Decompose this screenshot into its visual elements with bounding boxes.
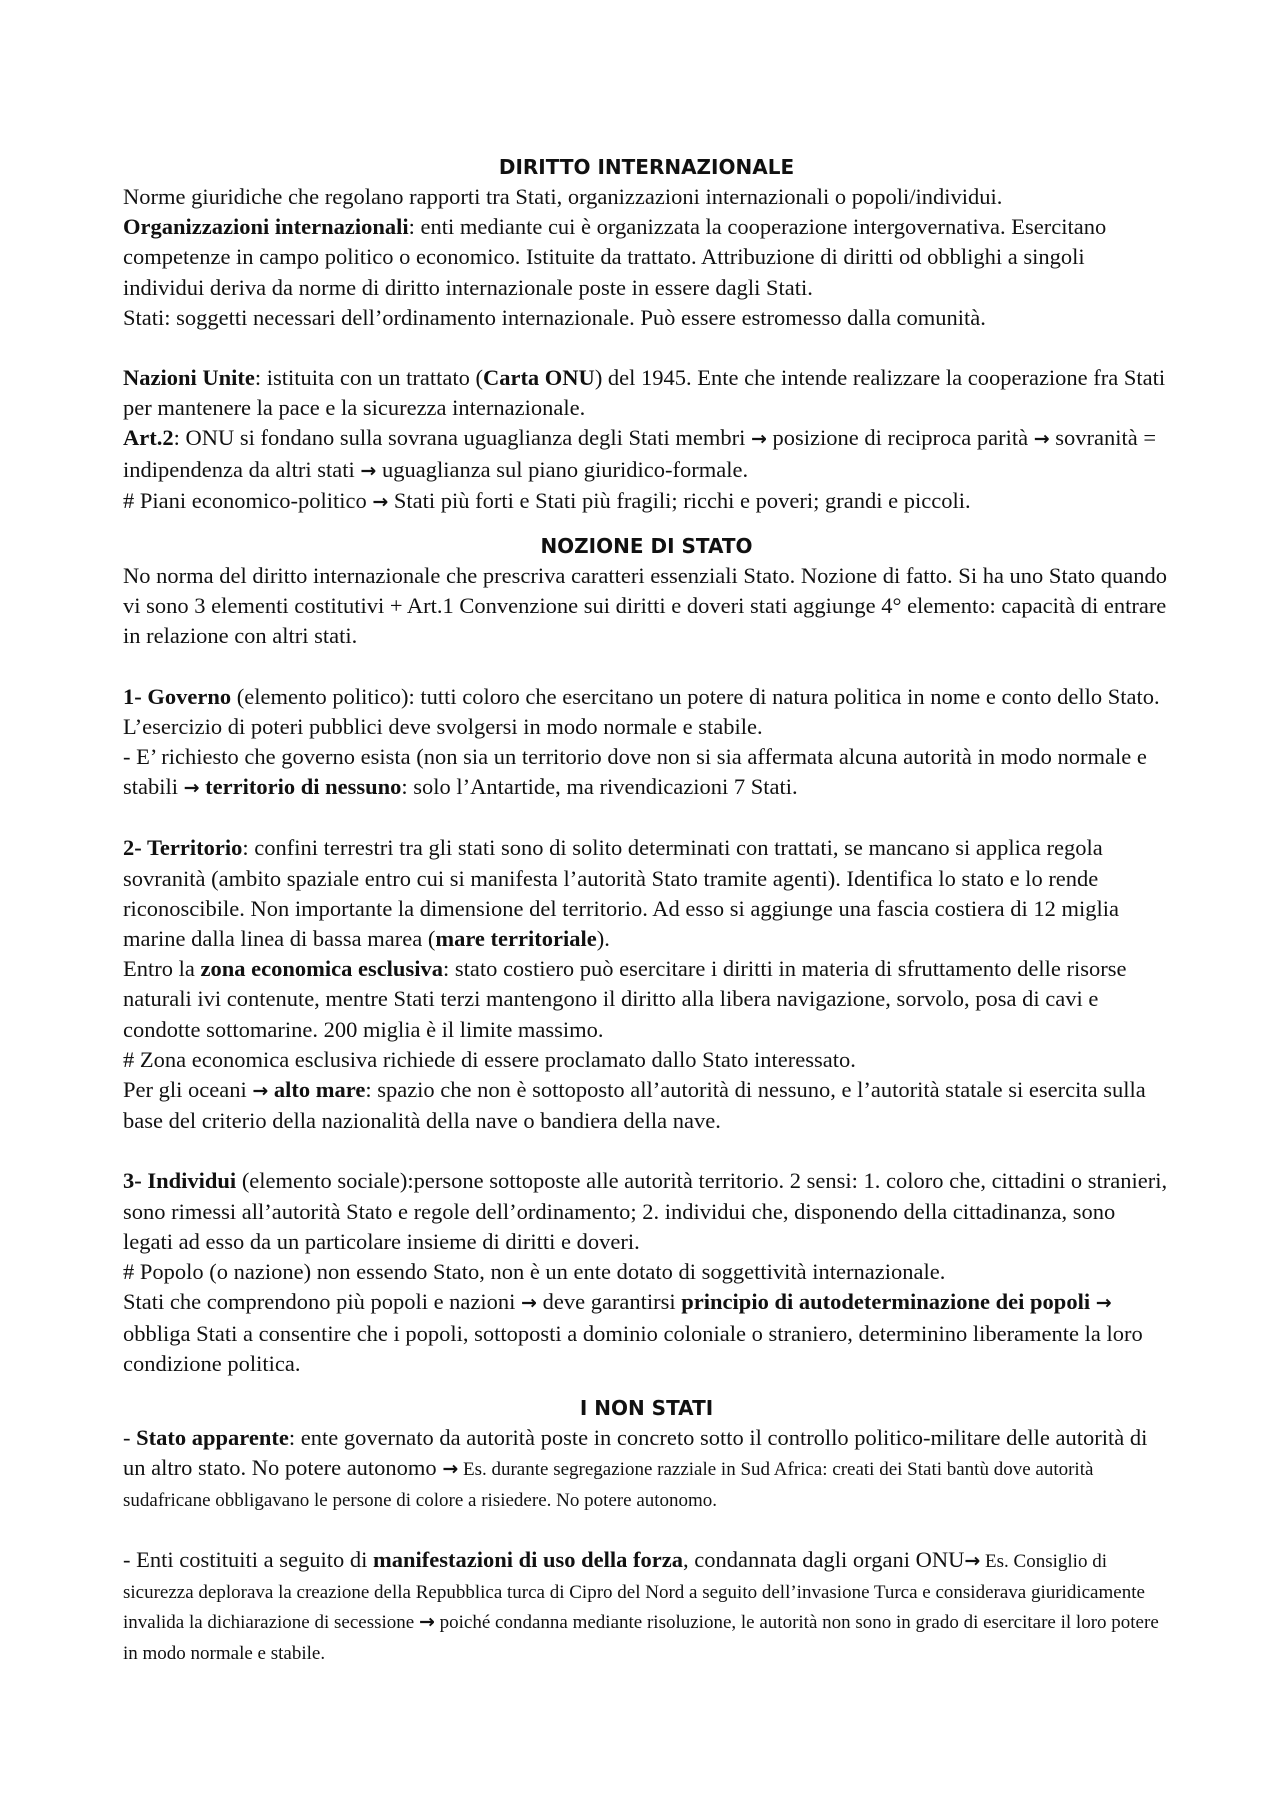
paragraph-nozione: No norma del diritto internazionale che prescriva caratteri essenziali Stato. Nozione di fatto. Si ha uno Stato quando vi sono 3 elementi costitutivi + Art.1 Convenzione sui diritti e doveri stati aggiunge 4° elemento: capacità di entrare in relazione con altri stati.: [123, 563, 1168, 649]
arrow-icon: →: [360, 459, 377, 482]
paragraph-piani: # Piani economico-politico → Stati più forti e Stati più fragili; ricchi e poveri; grandi e piccoli.: [123, 487, 971, 513]
paragraph-stato-apparente: - Stato apparente: ente governato da autorità poste in concreto sotto il controllo politico-militare delle autorità di un altro stato. No potere autonomo → Es. durante segregazione razziale in Sud Africa: creati dei Stati bantù dove autorità sudafricane obbligavano le persone di colore a risiedere. No potere autonomo.: [123, 1424, 1148, 1512]
paragraph-organizzazioni: Organizzazioni internazionali: enti mediante cui è organizzata la cooperazione intergovernativa. Esercitano competenze in campo politico o economico. Istituite da trattato. Attribuzione di diritti od obblighi a singoli individui deriva da norme di diritto internazionale poste in essere dagli Stati.: [123, 214, 1107, 300]
term-mare-territoriale: mare territoriale: [435, 926, 597, 952]
paragraph-art2: Art.2: ONU si fondano sulla sovrana uguaglianza degli Stati membri → posizione di reciproca parità → sovranità = indipendenza da altri stati → uguaglianza sul piano giuridico-formale.: [123, 425, 1157, 482]
arrow-icon: →: [521, 1292, 537, 1315]
paragraph-territorio: 2- Territorio: confini terrestri tra gli stati sono di solito determinati con trattati, se mancano si applica regola sovranità (ambito spaziale entro cui si manifesta l’autorità Stato tramite agenti). Identifica lo stato e lo rende riconoscibile. Non importante la dimensione del territorio. Ad esso si aggiunge una fascia costiera di 12 miglia marine dalla linea di bassa marea (mare territoriale).: [123, 835, 1119, 952]
arrow-icon: →: [372, 490, 389, 513]
term-territorio-di-nessuno: territorio di nessuno: [205, 774, 402, 800]
paragraph-governo: 1- Governo (elemento politico): tutti coloro che esercitano un potere di natura politica in nome e conto dello Stato. L’esercizio di poteri pubblici deve svolgersi in modo normale e stabile.: [123, 683, 1160, 739]
term-territorio: 2- Territorio: [123, 835, 243, 861]
paragraph-governo-esista: - E’ richiesto che governo esista (non sia un territorio dove non si sia affermata alcuna autorità in modo normale e stabili → territorio di nessuno: solo l’Antartide, ma rivendicazioni 7 Stati.: [123, 744, 1147, 800]
paragraph-zona-economica: Entro la zona economica esclusiva: stato costiero può esercitare i diritti in materia di sfruttamento delle risorse naturali ivi contenute, mentre Stati terzi mantengono il diritto alla libera navigazione, sorvolo, posa di cavi e condotte sottomarine. 200 miglia è il limite massimo.: [123, 956, 1127, 1042]
arrow-icon: →: [442, 1458, 459, 1481]
term-organizzazioni: Organizzazioni internazionali: [123, 214, 409, 240]
paragraph-alto-mare: Per gli oceani → alto mare: spazio che non è sottoposto all’autorità di nessuno, e l’autorità statale si esercita sulla base del criterio della nazionalità della nave o bandiera della nave.: [123, 1077, 1146, 1134]
arrow-icon: →: [751, 428, 767, 451]
term-stato-apparente: Stato apparente: [136, 1424, 289, 1450]
arrow-icon: →: [964, 1549, 981, 1572]
paragraph-nazioni-unite: Nazioni Unite: istituita con un trattato (Carta ONU) del 1945. Ente che intende realizzare la cooperazione fra Stati per mantenere la pace e la sicurezza internazionale.: [123, 365, 1166, 421]
term-alto-mare: alto mare: [273, 1077, 366, 1103]
term-uso-della-forza: manifestazioni di uso della forza: [372, 1546, 683, 1572]
arrow-icon: →: [1095, 1292, 1112, 1315]
section-title-nozione-di-stato: NOZIONE DI STATO: [540, 534, 753, 559]
section-title-i-non-stati: I NON STATI: [579, 1395, 714, 1420]
paragraph-autodeterminazione: Stati che comprendono più popoli e nazioni → deve garantirsi principio di autodeterminazione dei popoli → obbliga Stati a consentire che i popoli, sottoposti a dominio coloniale o straniero, determinino liberamente la loro condizione politica.: [123, 1289, 1143, 1376]
paragraph-definition: Norme giuridiche che regolano rapporti tra Stati, organizzazioni internazionali o popoli/individui.: [123, 184, 1003, 209]
arrow-icon: →: [1033, 428, 1050, 451]
arrow-icon: →: [183, 777, 200, 800]
arrow-icon: →: [252, 1080, 269, 1103]
paragraph-uso-della-forza: - Enti costituiti a seguito di manifestazioni di uso della forza, condannata dagli organi ONU→ Es. Consiglio di sicurezza deplorava la creazione della Repubblica turca di Cipro del Nord a seguito dell’invasione Turca e considerava giuridicamente invalida la dichiarazione di secessione → poiché condanna mediante risoluzione, le autorità non sono in grado di esercitare il loro potere in modo normale e stabile.: [123, 1546, 1159, 1665]
term-carta-onu: Carta ONU: [482, 365, 595, 391]
term-governo: 1- Governo: [123, 683, 237, 709]
arrow-icon: →: [418, 1610, 435, 1633]
term-nazioni-unite: Nazioni Unite: [123, 365, 255, 391]
term-individui: 3- Individui: [123, 1168, 237, 1194]
paragraph-individui: 3- Individui (elemento sociale):persone sottoposte alle autorità territorio. 2 sensi: 1. coloro che, cittadini o stranieri, sono rimessi all’autorità Stato e regole dell’ordinamento; 2. individui che, disponendo della cittadinanza, sono legati ad esso da un particolare insieme di diritti e doveri.: [123, 1168, 1168, 1254]
term-autodeterminazione: principio di autodeterminazione dei popoli: [681, 1289, 1091, 1315]
section-title-diritto-internazionale: DIRITTO INTERNAZIONALE: [498, 155, 795, 179]
paragraph-stati: Stati: soggetti necessari dell’ordinamento internazionale. Può essere estromesso dalla comunità.: [123, 304, 986, 330]
term-zona-economica-esclusiva: zona economica esclusiva: [200, 956, 443, 982]
paragraph-zona-note: # Zona economica esclusiva richiede di essere proclamato dallo Stato interessato.: [123, 1046, 856, 1072]
term-art2: Art.2: [123, 425, 174, 451]
paragraph-popolo: # Popolo (o nazione) non essendo Stato, non è un ente dotato di soggettività internazionale.: [123, 1259, 946, 1285]
